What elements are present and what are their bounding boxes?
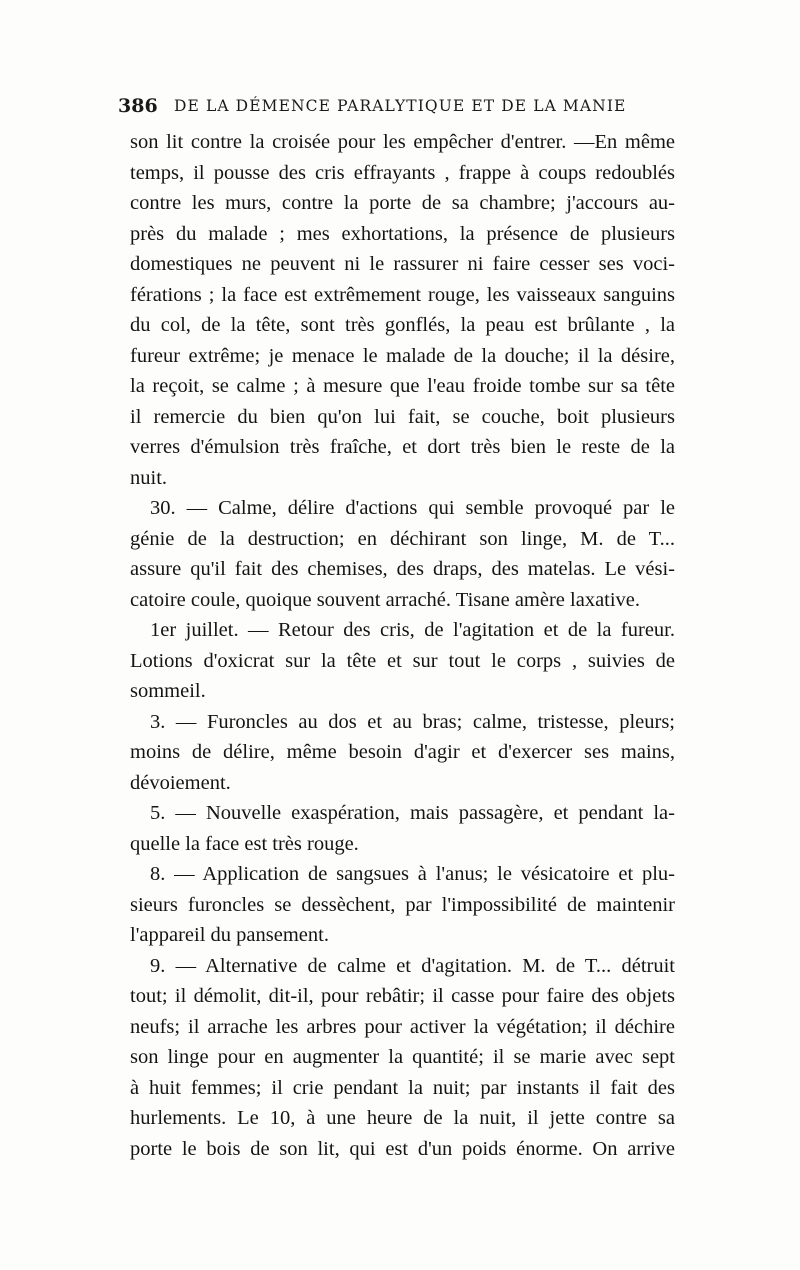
text-line: domestiques ne peuvent ni le rassurer ni faire cesser ses voci- (130, 253, 675, 275)
text-line: la reçoit, se calme ; à mesure que l'eau froide tombe sur sa tête (130, 375, 675, 397)
text-line: verres d'émulsion très fraîche, et dort très bien le reste de la (130, 436, 675, 458)
text-line: temps, il pousse des cris effrayants , frappe à coups redoublés (130, 161, 675, 184)
text-line: hurlements. Le 10, à une heure de la nuit, il jette contre sa (130, 1107, 675, 1129)
text-line: à huit femmes; il crie pendant la nuit; par instants il fait des (130, 1076, 675, 1099)
text-line: près du malade ; mes exhortations, la présence de plusieurs (130, 222, 675, 245)
paragraph-30-line: 30. — Calme, délire d'actions qui semble provoqué par le (150, 497, 675, 519)
text-line: du col, de la tête, sont très gonflés, la peau est brûlante , la (130, 314, 675, 336)
text-line: sommeil. (130, 680, 206, 702)
text-line: férations ; la face est extrêmement rouge, les vaisseaux sanguins (130, 283, 675, 306)
text-line: Lotions d'oxicrat sur la tête et sur tout le corps , suivies de (130, 649, 675, 672)
text-line: son linge pour en augmenter la quantité; il se marie avec sept (130, 1046, 675, 1068)
text-line: son lit contre la croisée pour les empêcher d'entrer. —En même (130, 131, 675, 153)
text-line: quelle la face est très rouge. (130, 832, 359, 855)
text-line: sieurs furoncles se dessèchent, par l'impossibilité de maintenir (130, 893, 675, 916)
text-line: catoire coule, quoique souvent arraché. Tisane amère laxative. (130, 588, 641, 611)
text-line: génie de la destruction; en déchirant son linge, M. de T... (130, 527, 675, 550)
text-line: porte le bois de son lit, qui est d'un poids énorme. On arrive (130, 1137, 675, 1160)
text-line: nuit. (130, 466, 168, 489)
page-number: 386 (118, 95, 158, 117)
text-line: dévoiement. (130, 771, 231, 794)
paragraph-juillet-line: 1er juillet. — Retour des cris, de l'agitation et de la fureur. (150, 619, 675, 641)
page-header (118, 95, 678, 119)
text-line: fureur extrême; je menace le malade de la douche; il la désire, (130, 344, 675, 367)
body-text (130, 127, 675, 1164)
text-line: neufs; il arrache les arbres pour activer la végétation; il déchire (130, 1015, 675, 1038)
paragraph-3-line: 3. — Furoncles au dos et au bras; calme, tristesse, pleurs; (150, 710, 675, 733)
paragraph-8-line: 8. — Application de sangsues à l'anus; le vésicatoire et plu- (150, 863, 675, 885)
text-line: assure qu'il fait des chemises, des draps, des matelas. Le vési- (130, 558, 675, 580)
text-line: il remercie du bien qu'on lui fait, se couche, boit plusieurs (130, 405, 675, 428)
running-head: DE LA DÉMENCE PARALYTIQUE ET DE LA MANIE (174, 97, 627, 115)
text-line: contre les murs, contre la porte de sa chambre; j'accours au- (130, 192, 675, 214)
text-line: l'appareil du pansement. (130, 924, 329, 946)
text-line: tout; il démolit, dit-il, pour rebâtir; il casse pour faire des objets (130, 985, 675, 1007)
paragraph-5-line: 5. — Nouvelle exaspération, mais passagère, et pendant la- (150, 802, 675, 824)
text-line: moins de délire, même besoin d'agir et d'exercer ses mains, (130, 741, 675, 763)
paragraph-9-line: 9. — Alternative de calme et d'agitation. M. de T... détruit (150, 954, 675, 977)
